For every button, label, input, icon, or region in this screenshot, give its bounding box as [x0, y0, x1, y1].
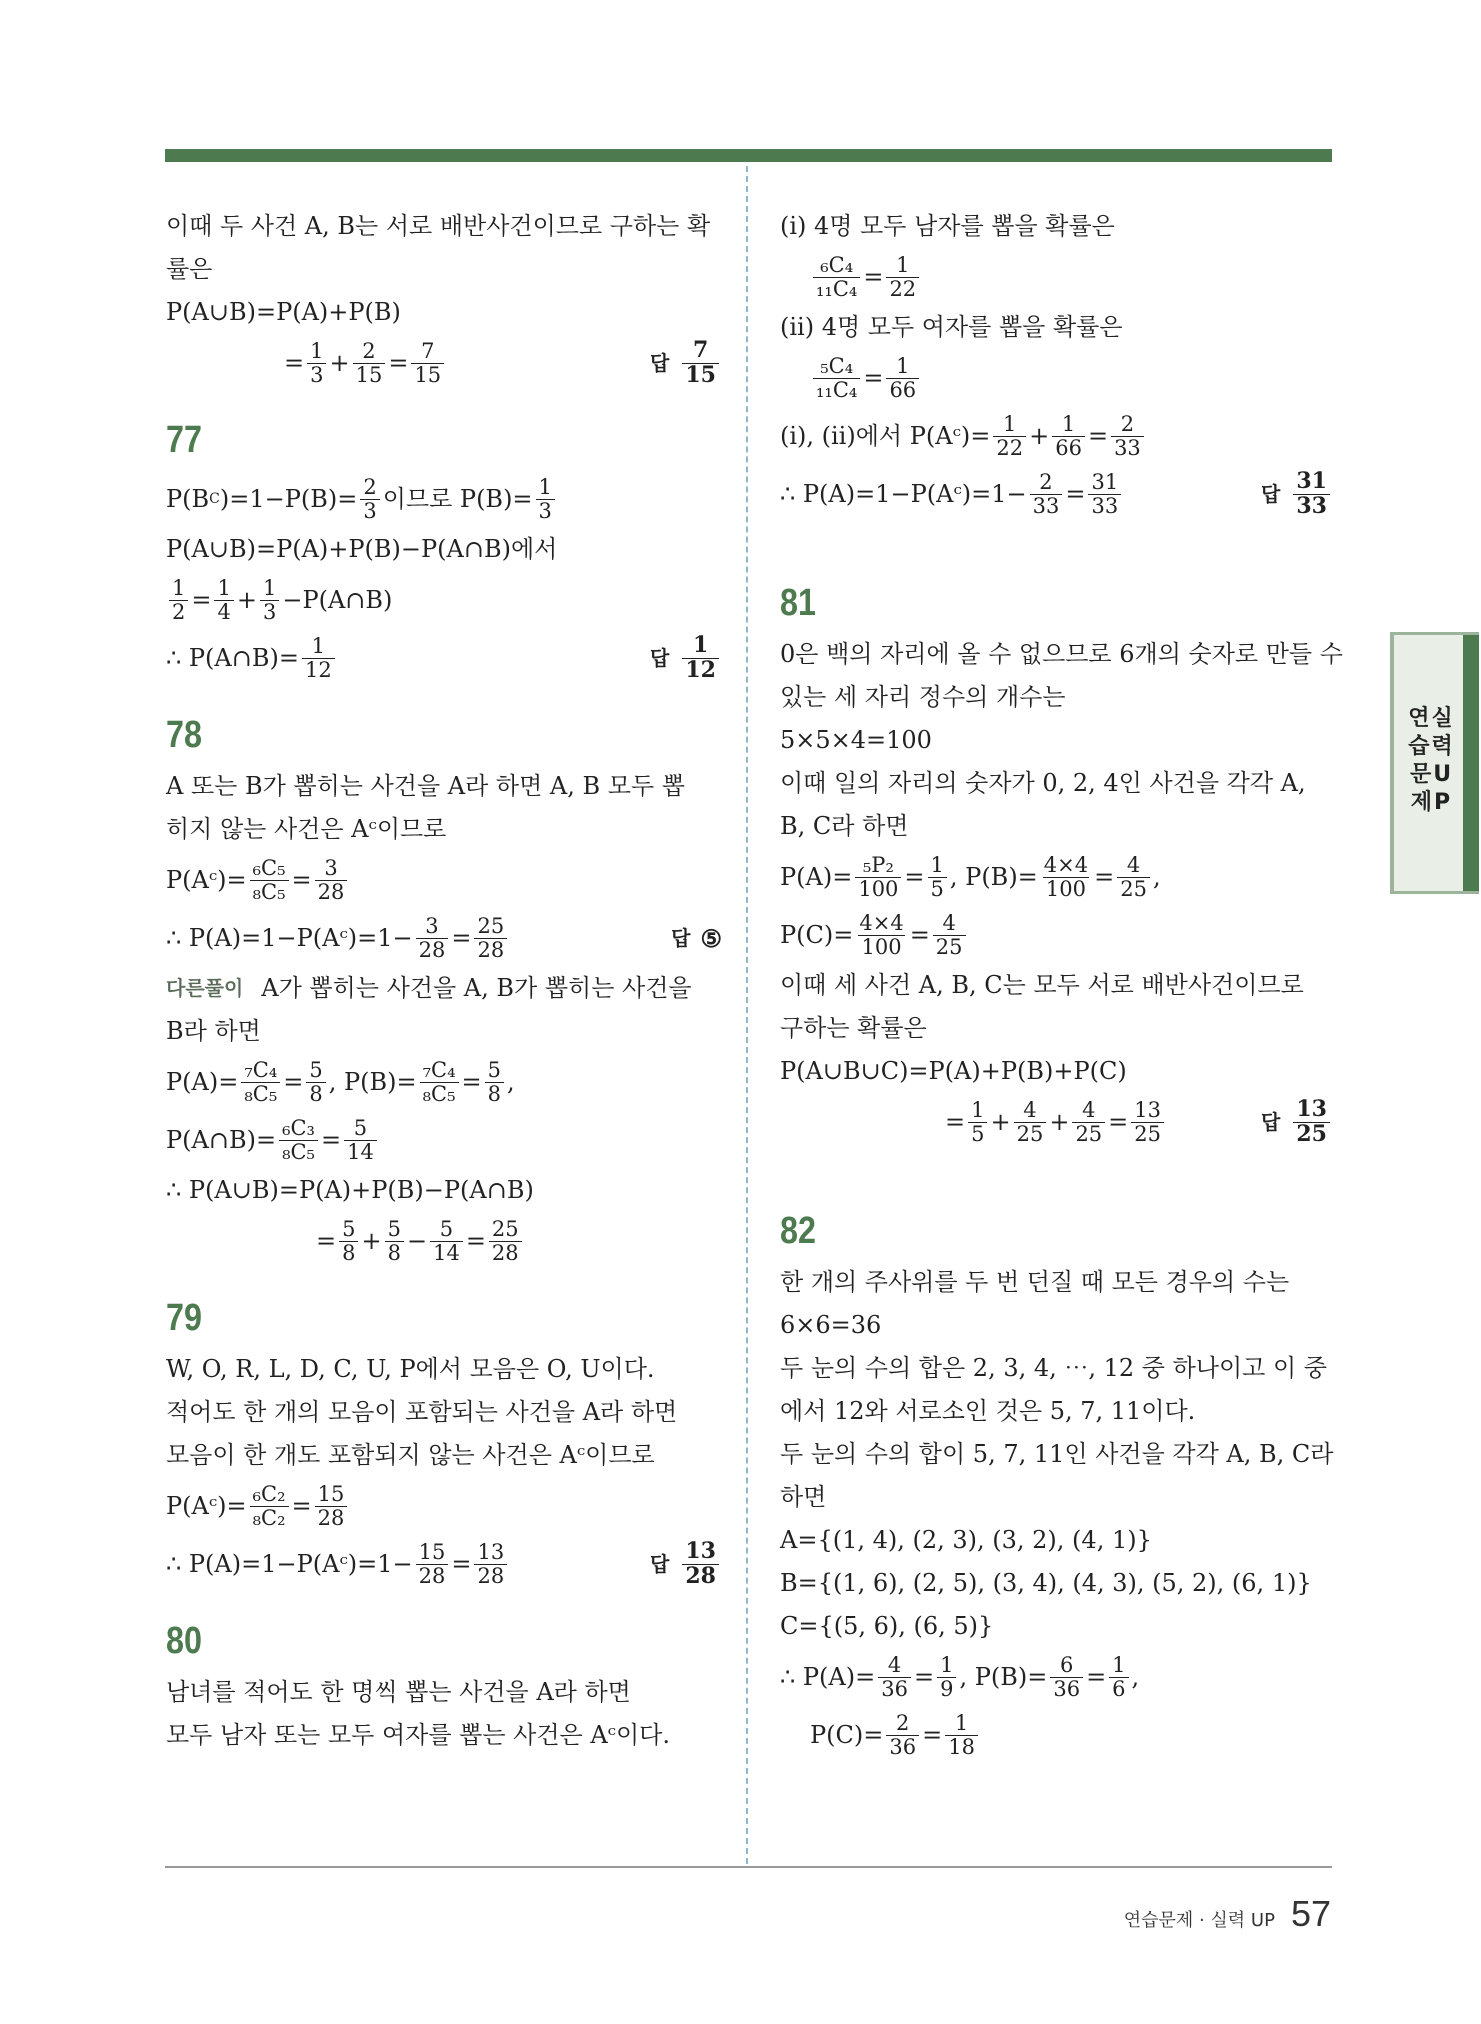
- text-line: 두 눈의 수의 합이 5, 7, 11인 사건을 각각 A, B, C라: [780, 1440, 1334, 1468]
- text-line: B라 하면: [166, 1017, 261, 1045]
- equation-line: ∴ P(A)=1−P(Aᶜ)=1− $\frac{15}{28}$ = $\frac{13}{28}$ 답 $\frac{13}{28}$: [166, 1535, 722, 1593]
- problem-number: 82: [780, 1210, 816, 1252]
- fraction: $\frac{2}{15}$: [353, 340, 386, 385]
- equation-line: P(A∪B)=P(A)+P(B)−P(A∩B)에서: [166, 535, 558, 563]
- equation-line: P(A∪B∪C)=P(A)+P(B)+P(C): [780, 1057, 1127, 1085]
- equation-line: P(A∪B)=P(A)+P(B): [166, 298, 401, 326]
- equation-line: ∴ P(A)= $\frac{4}{36}$ = $\frac{1}{9}$ , P(B)= $\frac{6}{36}$ = $\frac{1}{6}$ ,: [780, 1653, 1140, 1701]
- equation-line: $\frac{1}{2}$ = $\frac{1}{4}$ + $\frac{1}{3}$ −P(A∩B): [166, 571, 722, 629]
- text-line: (ⅰ) 4명 모두 남자를 뽑을 확률은: [780, 212, 1115, 240]
- footer-text: 연습문제 · 실력 UP: [1123, 1910, 1275, 1931]
- equation-line: = $\frac{1}{5}$ + $\frac{4}{25}$ + $\frac{4}{25}$ = $\frac{13}{25}$ 답 $\frac{13}{25}$: [780, 1093, 1333, 1151]
- side-tab-strip: [1463, 635, 1479, 891]
- equation-line: P(A∩B)= $\frac{\text{₆C₃}}{\text{₈C₅}}$ = $\frac{5}{14}$: [166, 1111, 722, 1169]
- top-header-bar: [165, 149, 1332, 162]
- text-line: B, C라 하면: [780, 812, 909, 840]
- text-line: 이때 일의 자리의 숫자가 0, 2, 4인 사건을 각각 A,: [780, 769, 1306, 797]
- alt-solution-label: 다른풀이: [166, 976, 244, 1000]
- equation-line: A={(1, 4), (2, 3), (3, 2), (4, 1)}: [780, 1526, 1152, 1554]
- text-line: 5×5×4=100: [780, 726, 932, 754]
- equation-line: ∴ P(A∩B)= $\frac{1}{12}$ 답 $\frac{1}{12}$: [166, 629, 722, 687]
- fraction: $\frac{7}{15}$: [411, 340, 444, 385]
- text-line: 남녀를 적어도 한 명씩 뽑는 사건을 A라 하면: [166, 1678, 631, 1706]
- equation-line: ∴ P(A)=1−P(Aᶜ)=1− $\frac{2}{33}$ = $\frac{31}{33}$ 답 $\frac{31}{33}$: [780, 465, 1333, 523]
- page-number: 57: [1290, 1893, 1331, 1934]
- text-line: 모두 남자 또는 모두 여자를 뽑는 사건은 Aᶜ이다.: [166, 1721, 670, 1749]
- answer: 답 $\frac{7}{15}$: [650, 339, 722, 386]
- text-line: 적어도 한 개의 모음이 포함되는 사건을 A라 하면: [166, 1398, 678, 1426]
- answer: 답 $\frac{1}{12}$: [650, 634, 722, 681]
- section-side-tab: [1390, 632, 1479, 894]
- math-op: =: [388, 348, 409, 377]
- equation-line: ∴ P(A)=1−P(Aᶜ)=1− $\frac{3}{28}$ = $\frac{25}{28}$ 답 ⑤: [166, 914, 722, 962]
- text-line: (ⅱ) 4명 모두 여자를 뽑을 확률은: [780, 313, 1123, 341]
- bottom-rule: [165, 1866, 1332, 1868]
- equation-line: = $\frac{5}{8}$ + $\frac{5}{8}$ − $\frac{5}{14}$ = $\frac{25}{28}$: [166, 1212, 722, 1270]
- text-line: 이때 세 사건 A, B, C는 모두 서로 배반사건이므로: [780, 971, 1304, 999]
- problem-number: 77: [166, 419, 202, 461]
- text-line: 있는 세 자리 정수의 개수는: [780, 683, 1066, 711]
- problem-number: 78: [166, 714, 202, 756]
- equation-line: $\frac{\text{₆C₄}}{\text{₁₁C₄}}$ = $\frac{1}{22}$: [780, 248, 1333, 306]
- text-line: 이때 두 사건 A, B는 서로 배반사건이므로 구하는 확: [166, 212, 711, 240]
- answer: 답 $\frac{13}{28}$: [650, 1540, 722, 1587]
- text-line: 두 눈의 수의 합은 2, 3, 4, ⋯, 12 중 하나이고 이 중: [780, 1354, 1327, 1382]
- text-line: 률은: [166, 255, 213, 283]
- right-column: [780, 205, 1343, 1764]
- equation-line: (ⅰ), (ⅱ)에서 P(Aᶜ)= $\frac{1}{22}$ + $\frac{1}{66}$ = $\frac{2}{33}$: [780, 407, 1333, 465]
- column-divider: [746, 166, 748, 1864]
- text-line: 다른풀이 A가 뽑히는 사건을 A, B가 뽑히는 사건을: [166, 967, 722, 1010]
- problem-number: 81: [780, 582, 816, 624]
- equation-line: $\frac{\text{₅C₄}}{\text{₁₁C₄}}$ = $\frac{1}{66}$: [780, 349, 1333, 407]
- text-line: 6×6=36: [780, 1311, 882, 1339]
- equation-line: P(Aᶜ)= $\frac{\text{₆C₂}}{\text{₈C₂}}$ = $\frac{15}{28}$: [166, 1477, 722, 1535]
- equation-line: [166, 334, 722, 392]
- equation-line: P(Aᶜ)= $\frac{\text{₆C₅}}{\text{₈C₅}}$ = $\frac{3}{28}$: [166, 851, 722, 909]
- problem-number: 80: [166, 1620, 202, 1662]
- text-line: 에서 12와 서로소인 것은 5, 7, 11이다.: [780, 1397, 1196, 1425]
- equation-line: B={(1, 6), (2, 5), (3, 4), (4, 3), (5, 2), (6, 1)}: [780, 1569, 1312, 1597]
- text-line: W, O, R, L, D, C, U, P에서 모음은 O, U이다.: [166, 1355, 655, 1383]
- text-line: 히지 않는 사건은 Aᶜ이므로: [166, 815, 447, 843]
- text-line: 0은 백의 자리에 올 수 없으므로 6개의 숫자로 만들 수: [780, 640, 1343, 668]
- equation-line: P(C)= $\frac{2}{36}$ = $\frac{1}{18}$: [780, 1706, 1333, 1764]
- math-op: +: [329, 348, 350, 377]
- answer: 답 $\frac{31}{33}$: [1261, 470, 1333, 517]
- equation-line: P(C)= $\frac{4\times 4}{100}$ = $\frac{4}{25}$: [780, 906, 1333, 964]
- equation-line: ∴ P(A∪B)=P(A)+P(B)−P(A∩B): [166, 1176, 534, 1204]
- text-line: 하면: [780, 1483, 827, 1511]
- text-line: A 또는 B가 뽑히는 사건을 A라 하면 A, B 모두 뽑: [166, 772, 685, 800]
- side-tab-label: 연실습력문U제P: [1408, 706, 1455, 815]
- equation-line: P(B C )=1−P(B)= $\frac{2}{3}$ 이므로 P(B)= $\frac{1}{3}$: [166, 470, 722, 528]
- left-column: [166, 205, 722, 1757]
- answer: 답 ⑤: [671, 923, 722, 953]
- text-line: 모음이 한 개도 포함되지 않는 사건은 Aᶜ이므로: [166, 1441, 655, 1469]
- equation-line: C={(5, 6), (6, 5)}: [780, 1612, 994, 1640]
- fraction: $\frac{1}{3}$: [307, 340, 326, 385]
- problem-number: 79: [166, 1297, 202, 1339]
- equation-line: P(A)= $\frac{\text{₅P₂}}{100}$ = $\frac{1}{5}$ , P(B)= $\frac{4\times 4}{100}$ = $\frac{4}{25}$ ,: [780, 853, 1161, 901]
- answer: 답 $\frac{13}{25}$: [1261, 1098, 1333, 1145]
- text-line: 한 개의 주사위를 두 번 던질 때 모든 경우의 수는: [780, 1268, 1290, 1296]
- math-op: =: [284, 348, 305, 377]
- page-footer: [1124, 1893, 1331, 1935]
- text-line: 구하는 확률은: [780, 1014, 927, 1042]
- equation-line: P(A)= $\frac{\text{₇C₄}}{\text{₈C₅}}$ = $\frac{5}{8}$ , P(B)= $\frac{\text{₇C₄}}{\text{₈C₅}}$ = $\frac{5}{8}$ ,: [166, 1058, 515, 1106]
